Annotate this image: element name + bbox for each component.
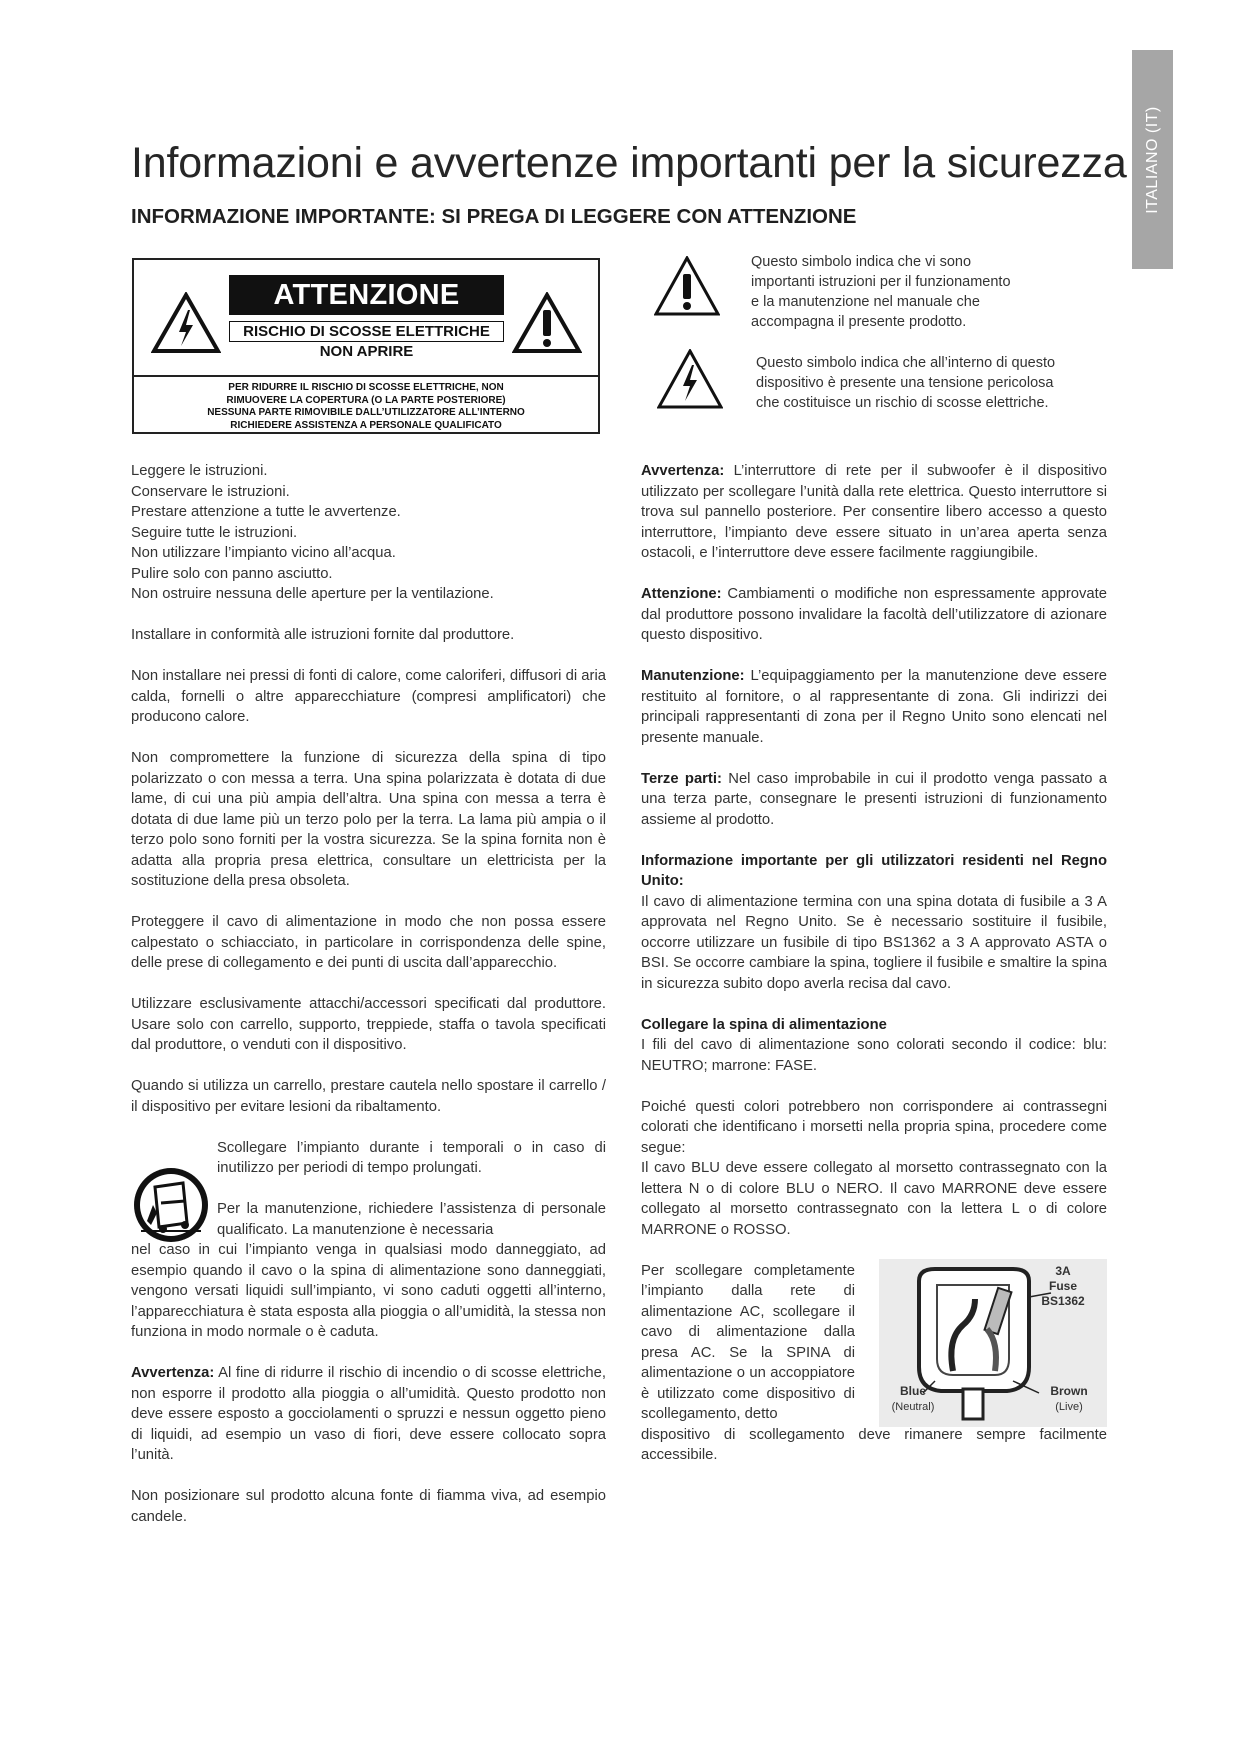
accessories-paragraph: Utilizzare esclusivamente attacchi/accessori specificati dal produttore. Usare solo con carrello, supporto, treppiede, staffa o tavola specificati dal produttore, o venduti con il dispositivo.	[131, 996, 606, 1053]
caution-instructions	[134, 380, 598, 432]
left-column	[131, 461, 606, 1548]
right-column	[641, 461, 1107, 1486]
caution-subheading	[229, 321, 504, 361]
page-subtitle: INFORMAZIONE IMPORTANTE: SI PREGA DI LEGGERE CON ATTENZIONE	[131, 205, 857, 228]
mains-switch-warning-paragraph: Avvertenza: L’interruttore di rete per il subwoofer è il dispositivo utilizzato per scollegare l’unità dalla rete elettrica. Questo interruttore si trova sul pannello posteriore. Per consentire libero accesso a questo interruttore, l’impianto deve essere situato in un’area aperta senza ostacoli, e l’interruttore deve essere facilmente raggiungibile.	[641, 463, 1107, 561]
fuse-label-2: Fuse	[1048, 1278, 1078, 1293]
open-flame-paragraph: Non posizionare sul prodotto alcuna fonte di fiamma viva, ad esempio candele.	[131, 1488, 606, 1525]
moisture-warning-label: Avvertenza:	[131, 1365, 215, 1381]
exclamation-symbol-text: Questo simbolo indica che vi sono importanti istruzioni per il funzionamento e la manutenzione nel manuale che accompagna il presente prodotto.	[751, 254, 1011, 330]
modifications-caution-paragraph: Attenzione: Cambiamenti o modifiche non espressamente approvate dal produttore possono invalidare la facoltà dell’utilizzatore di azionare questo dispositivo.	[641, 586, 1107, 643]
install-paragraph: Installare in conformità alle istruzioni fornite dal produttore.	[131, 627, 515, 643]
cart-paragraph: Quando si utilizza un carrello, prestare cautela nello spostare il carrello / il dispositivo per evitare lesioni da ribaltamento.	[131, 1078, 606, 1115]
maintenance-label: Manutenzione:	[641, 668, 745, 684]
storm-paragraph: Scollegare l’impianto durante i temporali o in caso di inutilizzo per periodi di tempo prolungati.	[217, 1139, 606, 1176]
language-tab-label: ITALIANO (IT)	[1143, 105, 1161, 214]
plug-wiring-heading: Collegare la spina di alimentazione	[641, 1016, 887, 1033]
uk-users-heading: Informazione importante per gli utilizzatori residenti nel Regno Unito:	[641, 852, 1107, 889]
lightning-symbol-text: Questo simbolo indica che all’interno di questo dispositivo è presente una tensione pericolosa che costituisce un rischio di scosse elettriche.	[756, 355, 1056, 411]
caution-sub-line1: RISCHIO DI SCOSSE ELETTRICHE	[229, 321, 504, 342]
brown-wire-label: Brown	[1050, 1383, 1088, 1398]
page-title: Informazioni e avvertenze importanti per la sicurezza	[131, 139, 1127, 187]
brown-wire-sublabel: (Live)	[1055, 1400, 1083, 1413]
plug-wiring-paragraph: I fili del cavo di alimentazione sono colorati secondo il codice: blu: NEUTRO; marrone: FASE.	[641, 1037, 1107, 1074]
fuse-label-3: BS1362	[1041, 1293, 1085, 1308]
third-parties-label: Terze parti:	[641, 770, 722, 787]
power-cable-paragraph: Proteggere il cavo di alimentazione in modo che non possa essere calpestato o schiacciato, in particolare in corrispondenza delle spine, delle prese di collegamento e dei punti di uscita dall’apparecchio.	[131, 914, 606, 971]
blue-wire-sublabel: (Neutral)	[891, 1400, 935, 1413]
caution-instruction-line: RIMUOVERE LA COPERTURA (O LA PARTE POSTERIORE)	[226, 394, 506, 406]
lightning-warning-icon	[151, 292, 221, 354]
modifications-caution-label: Attenzione:	[641, 586, 722, 602]
instruction-item: Leggere le istruzioni.	[131, 463, 268, 479]
disconnect-paragraph-tail: dispositivo di scollegamento deve rimanere sempre facilmente accessibile.	[641, 1426, 1107, 1463]
exclamation-warning-icon	[512, 292, 582, 354]
heat-sources-paragraph: Non installare nei pressi di fonti di calore, come caloriferi, diffusori di aria calda, fornelli o altre apparecchiature (compresi amplificatori) che producono calore.	[131, 668, 606, 725]
disconnect-section	[641, 1261, 1107, 1466]
caution-sub-line2: NON APRIRE	[319, 343, 414, 360]
caution-label-box	[132, 258, 600, 434]
instruction-item: Pulire solo con panno asciutto.	[131, 565, 333, 582]
uk-users-paragraph: Il cavo di alimentazione termina con una spina dotata di fusibile a 3 A approvata nel Regno Unito. Se è necessario sostituire il fusibile, occorre utilizzare un fusibile di tipo BS1362 a 3 A approvato ASTA o BSI. Se occorre cambiare la spina, togliere il fusibile e smaltire la spina in sicurezza subito dopo averla recisa dal cavo.	[641, 893, 1107, 992]
exclamation-symbol-icon	[654, 256, 720, 316]
polarized-plug-paragraph: Non compromettere la funzione di sicurezza della spina di tipo polarizzato o con messa a terra. Una spina polarizzata è dotata di due lame, di cui una più ampia dell’altra. Una spina con messa a terra è dotata di due lame più un terzo polo per la terra. La lama più ampia o il terzo polo sono forniti per la vostra sicurezza. Se la spina fornita non è adatta alla propria presa elettrica, consultare un elettricista per la sostituzione della presa obsoleta.	[131, 750, 606, 889]
instruction-item: Prestare attenzione a tutte le avvertenze.	[131, 504, 401, 520]
moisture-warning-paragraph: Avvertenza: Al fine di ridurre il rischio di incendio o di scosse elettriche, non esporre il prodotto alla pioggia o all’umidità. Questo prodotto non deve essere esposto a gocciolamenti o spruzzi e nessun oggetto pieno di liquidi, ad esempio un vaso di fiori, deve essere collocato sopra l’unità.	[131, 1365, 606, 1463]
caution-instruction-line: RICHIEDERE ASSISTENZA A PERSONALE QUALIFICATO	[230, 419, 502, 431]
fuse-label-1: 3A	[1055, 1263, 1071, 1278]
cart-tipover-warning-icon	[131, 1165, 211, 1245]
service-paragraph-indent: Per la manutenzione, richiedere l’assistenza di personale qualificato. La manutenzione è necessaria	[217, 1201, 606, 1238]
service-paragraph-rest: nel caso in cui l’impianto venga in qualsiasi modo danneggiato, ad esempio quando il cavo o la spina di alimentazione sono danneggiati, vengono versati liquidi sull’impianto, vi sono caduti oggetti all’interno, l’apparecchiatura è stata esposta alla pioggia o all’umidità, la stessa non funziona in modo normale o è caduta.	[131, 1242, 606, 1340]
disconnect-paragraph: Per scollegare completamente l’impianto dalla rete di alimentazione AC, scollegare il cavo di alimentazione dalla presa AC. Se la SPINA di alimentazione o un accoppiatore è utilizzato come dispositivo di scollegamento, detto	[641, 1262, 855, 1422]
maintenance-paragraph: Manutenzione: L’equipaggiamento per la manutenzione deve essere restituito al fornitore, o al rappresentante di zona. Gli indirizzi dei principali rappresentanti di zona per il Regno Unito sono elencati nel presente manuale.	[641, 668, 1107, 746]
lightning-symbol-icon	[657, 349, 723, 409]
blue-wire-label: Blue	[899, 1383, 927, 1398]
instruction-item: Seguire tutte le istruzioni.	[131, 524, 298, 541]
wire-colors-instructions: Il cavo BLU deve essere collegato al morsetto contrassegnato con la lettera N o di colore BLU o NERO. Il cavo MARRONE deve essere collegato al morsetto contrassegnato con la lettera L o di colore MARRONE o ROSSO.	[641, 1160, 1107, 1238]
basic-instructions-list	[131, 461, 606, 605]
third-parties-paragraph: Terze parti: Nel caso improbabile in cui il prodotto venga passato a una terza parte, consegnare le presenti istruzioni di funzionamento assieme al prodotto.	[641, 770, 1107, 828]
instruction-item: Conservare le istruzioni.	[131, 483, 290, 500]
cart-warning-section	[131, 1138, 606, 1343]
mains-switch-warning-label: Avvertenza:	[641, 463, 725, 479]
caution-heading: ATTENZIONE	[229, 275, 504, 315]
uk-plug-wiring-diagram	[879, 1259, 1107, 1427]
language-tab	[1132, 50, 1173, 269]
caution-instruction-line: NESSUNA PARTE RIMOVIBILE DALL’UTILIZZATORE ALL’INTERNO	[207, 407, 525, 418]
caution-instruction-line: PER RIDURRE IL RISCHIO DI SCOSSE ELETTRICHE, NON	[228, 382, 504, 393]
instruction-item: Non utilizzare l’impianto vicino all’acqua.	[131, 545, 396, 561]
instruction-item: Non ostruire nessuna delle aperture per la ventilazione.	[131, 586, 494, 602]
wire-colors-paragraph: Poiché questi colori potrebbero non corrispondere ai contrassegni colorati che identificano i morsetti nella propria spina, procedere come segue:	[641, 1098, 1107, 1156]
